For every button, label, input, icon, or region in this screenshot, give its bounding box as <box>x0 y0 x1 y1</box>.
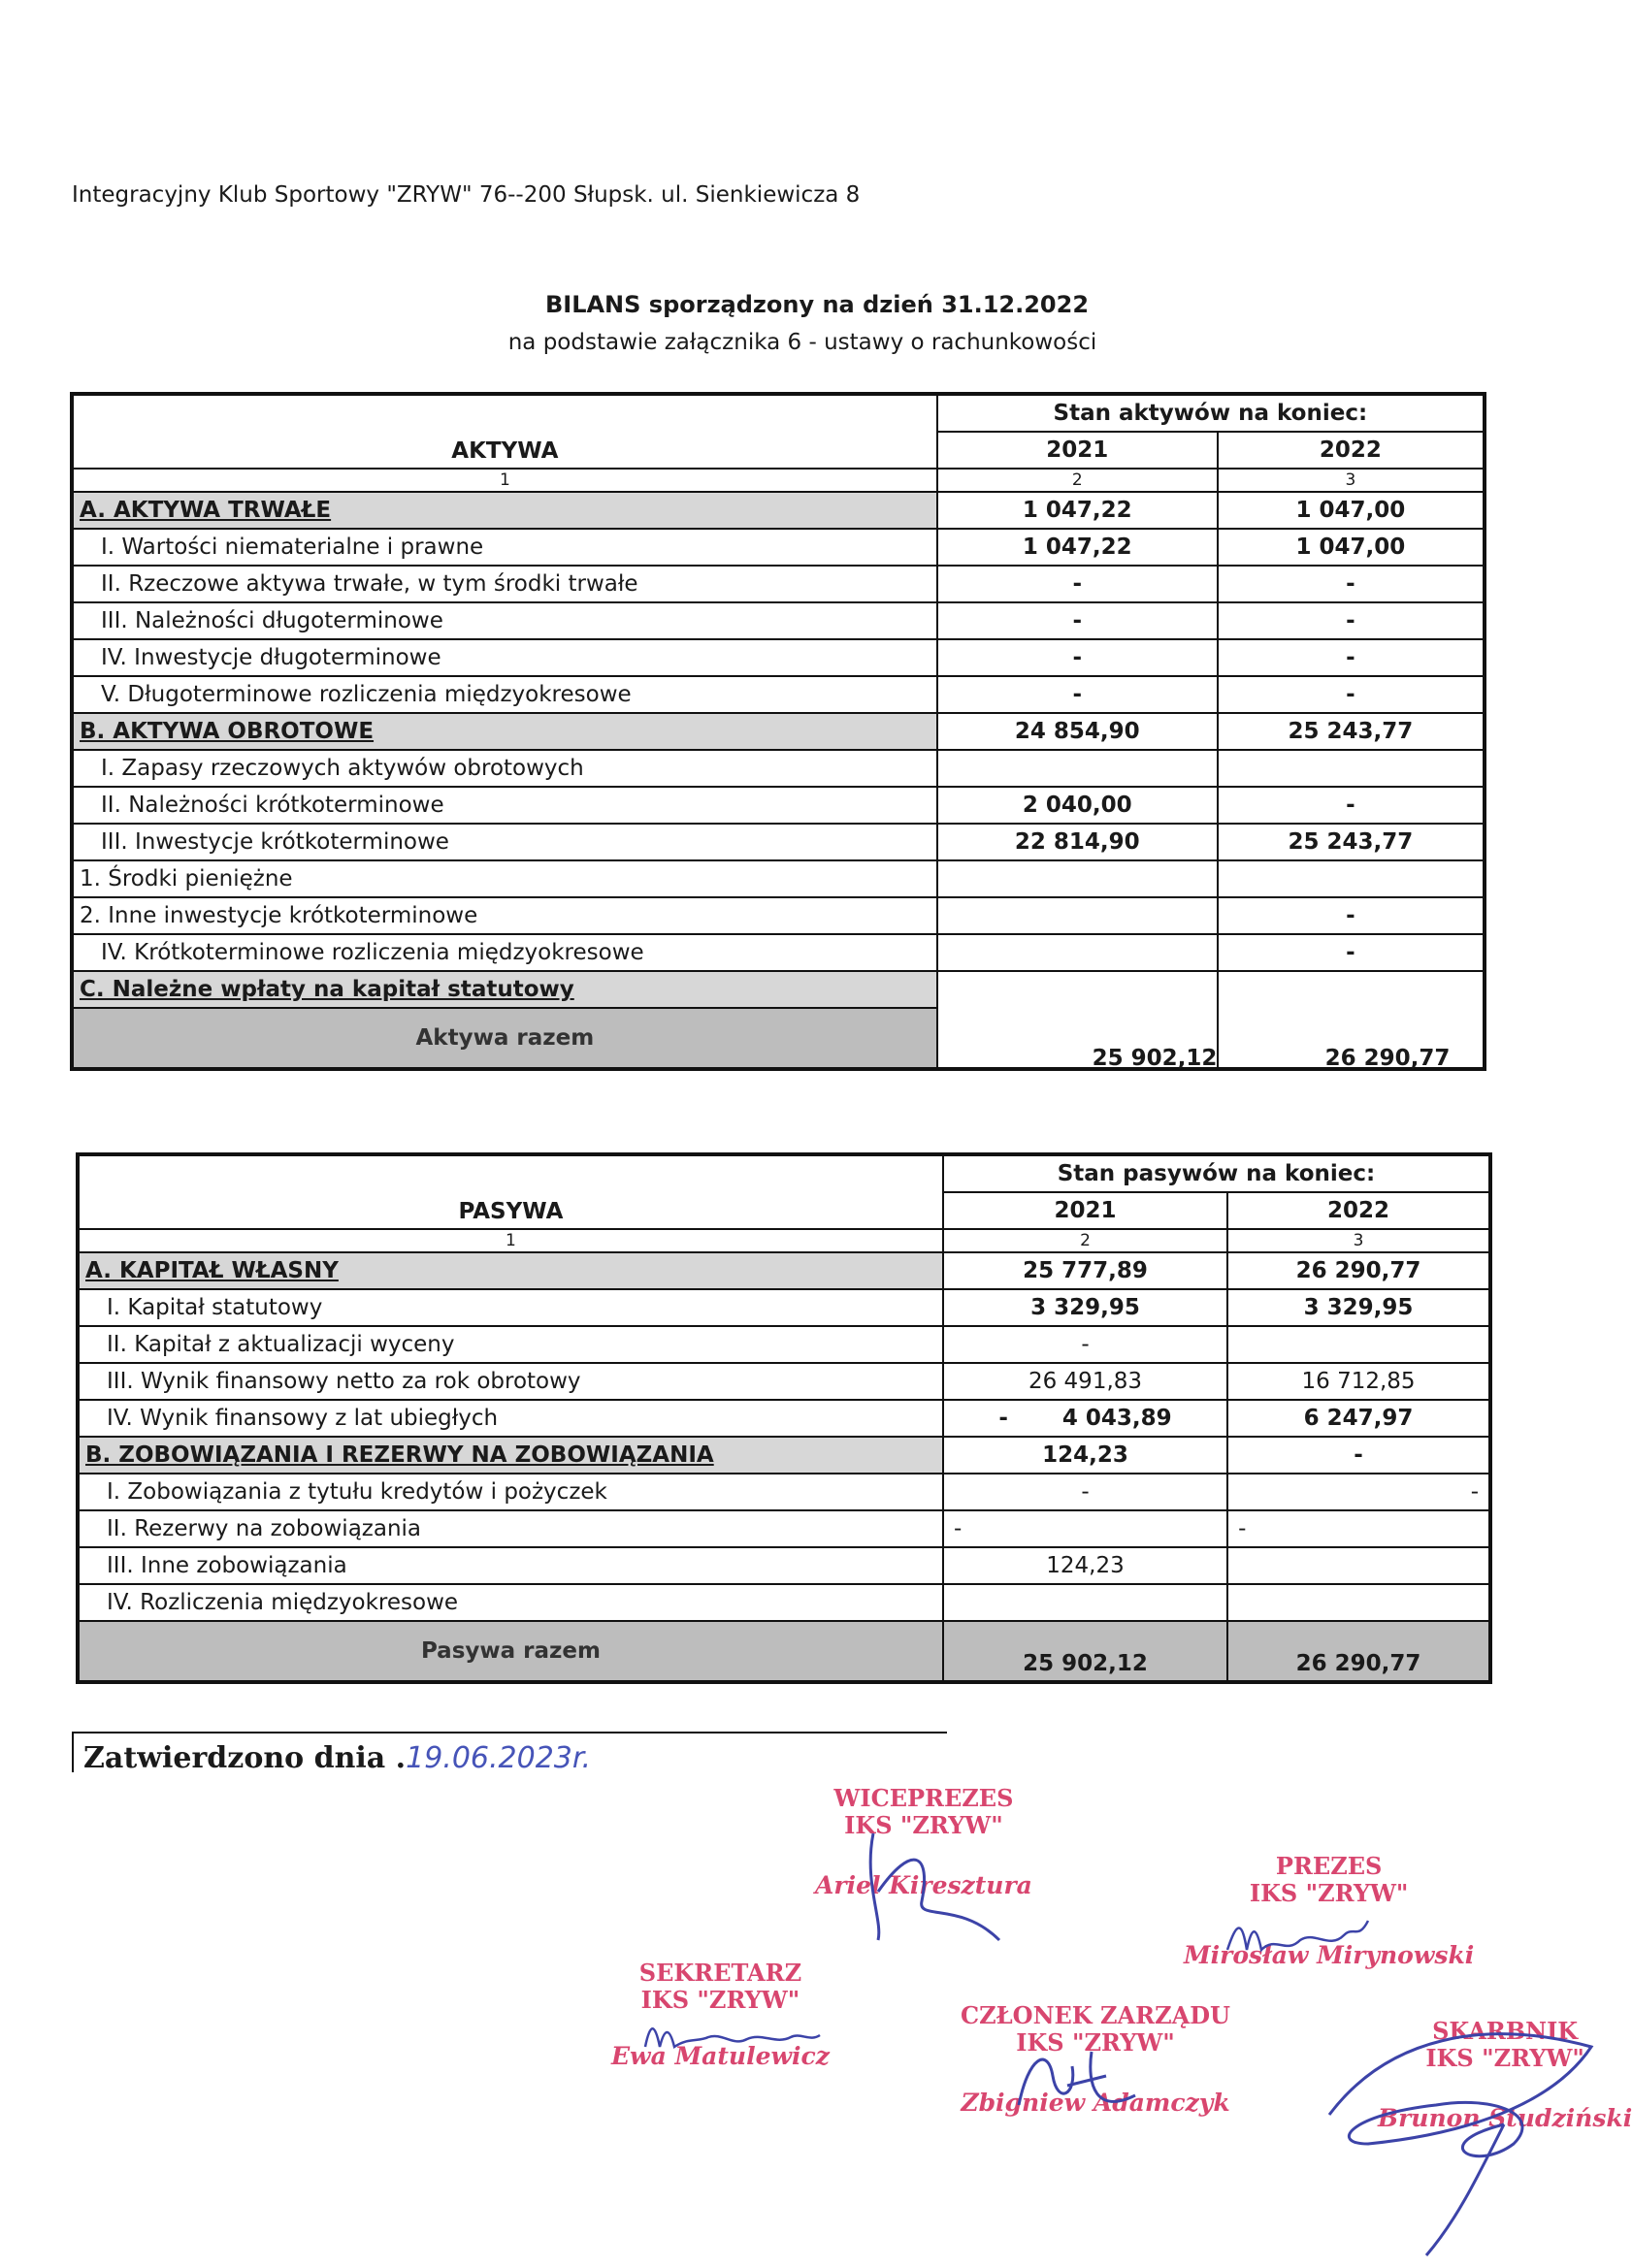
liabilities-row-label: I. Kapitał statutowy <box>78 1289 943 1326</box>
stamp-club: IKS "ZRYW" <box>1425 2044 1584 2072</box>
stamp-name: Ariel Kiresztura <box>815 1871 1032 1899</box>
assets-row-2021: 1 047,22 <box>937 492 1218 529</box>
assets-row-2021: 22 814,90 <box>937 824 1218 860</box>
assets-row-2022 <box>1218 860 1485 897</box>
table-row <box>72 602 1485 639</box>
assets-colnum-1: 1 <box>72 469 937 492</box>
assets-row-2022: - <box>1218 934 1485 971</box>
stamp-name: Zbigniew Adamczyk <box>961 2089 1230 2117</box>
liabilities-row-2022 <box>1227 1547 1490 1584</box>
table-row <box>78 1400 1490 1437</box>
liabilities-row-2021: - <box>943 1474 1227 1510</box>
stamp-club: IKS "ZRYW" <box>640 1986 800 2014</box>
liabilities-row-label: I. Zobowiązania z tytułu kredytów i pożyczek <box>78 1474 943 1510</box>
table-row <box>72 971 1485 1008</box>
liabilities-row-2021: 124,23 <box>943 1547 1227 1584</box>
table-row <box>72 566 1485 602</box>
assets-total-label: Aktywa razem <box>72 1008 937 1069</box>
stamp-club: IKS "ZRYW" <box>844 1811 1003 1839</box>
assets-row-label: V. Długoterminowe rozliczenia międzyokresowe <box>72 676 937 713</box>
assets-table <box>70 392 1486 1071</box>
table-row <box>72 529 1485 566</box>
approval-date: 19.06.2023r. <box>406 1741 591 1775</box>
assets-column-heading: AKTYWA <box>72 394 937 469</box>
table-row <box>78 1584 1490 1621</box>
assets-row-2021 <box>937 750 1218 787</box>
assets-row-label: I. Wartości niematerialne i prawne <box>72 529 937 566</box>
assets-colnum-2: 2 <box>937 469 1218 492</box>
liabilities-row-2022: - <box>1227 1437 1490 1474</box>
assets-row-label: B. AKTYWA OBROTOWE <box>72 713 937 750</box>
assets-row-label: III. Należności długoterminowe <box>72 602 937 639</box>
assets-row-2022 <box>1218 750 1485 787</box>
signature-prezes <box>1223 1911 1378 1969</box>
liabilities-row-label: A. KAPITAŁ WŁASNY <box>78 1252 943 1289</box>
liabilities-column-heading: PASYWA <box>78 1154 943 1229</box>
table-row <box>72 750 1485 787</box>
assets-row-2022: - <box>1218 639 1485 676</box>
liabilities-row-2021: 124,23 <box>943 1437 1227 1474</box>
liabilities-colnum-2: 2 <box>943 1229 1227 1252</box>
signature-wiceprezes <box>854 1824 1028 1960</box>
liabilities-row-label: IV. Wynik finansowy z lat ubiegłych <box>78 1400 943 1437</box>
liabilities-total-2021: 25 902,12 <box>943 1621 1227 1682</box>
stamp-club: IKS "ZRYW" <box>1016 2028 1175 2057</box>
assets-total-2021: 25 902,12 <box>1092 1046 1218 1071</box>
assets-row-2021: 1 047,22 <box>937 529 1218 566</box>
table-row <box>72 934 1485 971</box>
assets-row-2021: - <box>937 676 1218 713</box>
signature-skarbnik <box>1310 1998 1601 2260</box>
table-row <box>78 1252 1490 1289</box>
assets-row-label: C. Należne wpłaty na kapitał statutowy <box>72 971 937 1008</box>
document-title: BILANS sporządzony na dzień 31.12.2022 <box>544 291 1090 318</box>
liabilities-state-heading: Stan pasywów na koniec: <box>943 1154 1490 1192</box>
liabilities-row-2021: - <box>943 1326 1227 1363</box>
liabilities-row-2021: 3 329,95 <box>943 1289 1227 1326</box>
assets-row-label: II. Rzeczowe aktywa trwałe, w tym środki trwałe <box>72 566 937 602</box>
table-row <box>78 1474 1490 1510</box>
liabilities-row-2022 <box>1227 1584 1490 1621</box>
assets-state-heading: Stan aktywów na koniec: <box>937 394 1485 432</box>
table-row <box>78 1363 1490 1400</box>
assets-row-label: 1. Środki pieniężne <box>72 860 937 897</box>
signature-czlonek-zarzadu <box>999 2037 1145 2124</box>
assets-row-2021 <box>937 934 1218 971</box>
assets-row-2022: 25 243,77 <box>1218 824 1485 860</box>
assets-row-2022: - <box>1218 787 1485 824</box>
table-row <box>72 787 1485 824</box>
assets-row-label: 2. Inne inwestycje krótkoterminowe <box>72 897 937 934</box>
assets-year-2022: 2022 <box>1218 432 1485 469</box>
assets-row-2022: 1 047,00 <box>1218 492 1485 529</box>
table-row <box>78 1437 1490 1474</box>
assets-colnum-3: 3 <box>1218 469 1485 492</box>
stamp-title: PREZES <box>1275 1852 1383 1880</box>
assets-row-2022: 25 243,77 <box>1218 713 1485 750</box>
liabilities-colnum-1: 1 <box>78 1229 943 1252</box>
assets-row-2022: 1 047,00 <box>1218 529 1485 566</box>
liabilities-total-row <box>78 1621 1490 1682</box>
liabilities-row-2022: 16 712,85 <box>1227 1363 1490 1400</box>
stamp-title: CZŁONEK ZARZĄDU <box>961 2001 1230 2029</box>
table-row <box>78 1547 1490 1584</box>
assets-row-2022: - <box>1218 566 1485 602</box>
liabilities-row-2022: 3 329,95 <box>1227 1289 1490 1326</box>
table-row <box>72 860 1485 897</box>
table-row <box>78 1326 1490 1363</box>
table-row <box>72 492 1485 529</box>
assets-row-2021: 2 040,00 <box>937 787 1218 824</box>
liabilities-row-label: B. ZOBOWIĄZANIA I REZERWY NA ZOBOWIĄZANIA <box>78 1437 943 1474</box>
table-row <box>72 676 1485 713</box>
liabilities-year-2022: 2022 <box>1227 1192 1490 1229</box>
liabilities-row-label: III. Wynik finansowy netto za rok obrotowy <box>78 1363 943 1400</box>
liabilities-row-2022 <box>1227 1326 1490 1363</box>
assets-row-label: I. Zapasy rzeczowych aktywów obrotowych <box>72 750 937 787</box>
liabilities-row-label: II. Kapitał z aktualizacji wyceny <box>78 1326 943 1363</box>
table-row <box>78 1289 1490 1326</box>
liabilities-row-label: II. Rezerwy na zobowiązania <box>78 1510 943 1547</box>
signature-sekretarz <box>640 2018 825 2057</box>
liabilities-row-2022: - <box>1227 1510 1490 1547</box>
assets-row-2022: - <box>1218 897 1485 934</box>
assets-row-2022: - <box>1218 676 1485 713</box>
liabilities-row-2022: - <box>1227 1474 1490 1510</box>
liabilities-year-2021: 2021 <box>943 1192 1227 1229</box>
stamp-name: Ewa Matulewicz <box>611 2042 830 2070</box>
stamp-name: Brunon Studziński <box>1378 2104 1632 2132</box>
liabilities-row-2021 <box>943 1584 1227 1621</box>
assets-row-label: IV. Krótkoterminowe rozliczenia międzyokresowe <box>72 934 937 971</box>
assets-row-2021: - <box>937 566 1218 602</box>
document-subtitle: na podstawie załącznika 6 - ustawy o rachunkowości <box>507 330 1097 355</box>
liabilities-colnum-3: 3 <box>1227 1229 1490 1252</box>
liabilities-row-2021: - <box>943 1510 1227 1547</box>
liabilities-row-label: IV. Rozliczenia międzyokresowe <box>78 1584 943 1621</box>
table-row <box>72 713 1485 750</box>
assets-row-2021 <box>937 860 1218 897</box>
liabilities-table <box>76 1152 1492 1684</box>
assets-row-label: IV. Inwestycje długoterminowe <box>72 639 937 676</box>
stamp-title: SKARBNIK <box>1432 2017 1579 2045</box>
liabilities-row-2021: 26 491,83 <box>943 1363 1227 1400</box>
assets-row-2021: - <box>937 602 1218 639</box>
liabilities-row-2022: 6 247,97 <box>1227 1400 1490 1437</box>
assets-row-label: III. Inwestycje krótkoterminowe <box>72 824 937 860</box>
liabilities-total-label: Pasywa razem <box>78 1621 943 1682</box>
assets-row-label: A. AKTYWA TRWAŁE <box>72 492 937 529</box>
table-row <box>72 824 1485 860</box>
assets-row-label: II. Należności krótkoterminowe <box>72 787 937 824</box>
approval-label: Zatwierdzono dnia . <box>83 1741 407 1775</box>
approval-text <box>83 1741 591 1775</box>
assets-total-2022: 26 290,77 <box>1324 1046 1451 1071</box>
stamp-club: IKS "ZRYW" <box>1249 1879 1409 1907</box>
liabilities-row-2021: 25 777,89 <box>943 1252 1227 1289</box>
table-row <box>72 897 1485 934</box>
assets-row-2021: - <box>937 639 1218 676</box>
assets-row-2022: - <box>1218 602 1485 639</box>
table-row <box>78 1510 1490 1547</box>
assets-row-2021 <box>937 897 1218 934</box>
table-row <box>72 639 1485 676</box>
liabilities-row-2022: 26 290,77 <box>1227 1252 1490 1289</box>
organization-header: Integracyjny Klub Sportowy "ZRYW" 76--200 Słupsk. ul. Sienkiewicza 8 <box>72 182 861 208</box>
stamp-name: Mirosław Mirynowski <box>1184 1941 1475 1969</box>
assets-year-2021: 2021 <box>937 432 1218 469</box>
liabilities-row-label: III. Inne zobowiązania <box>78 1547 943 1584</box>
liabilities-total-2022: 26 290,77 <box>1227 1621 1490 1682</box>
stamp-title: SEKRETARZ <box>638 1959 802 1987</box>
stamp-title: WICEPREZES <box>833 1784 1014 1812</box>
assets-row-2021: 24 854,90 <box>937 713 1218 750</box>
liabilities-row-2021: - 4 043,89 <box>943 1400 1227 1437</box>
